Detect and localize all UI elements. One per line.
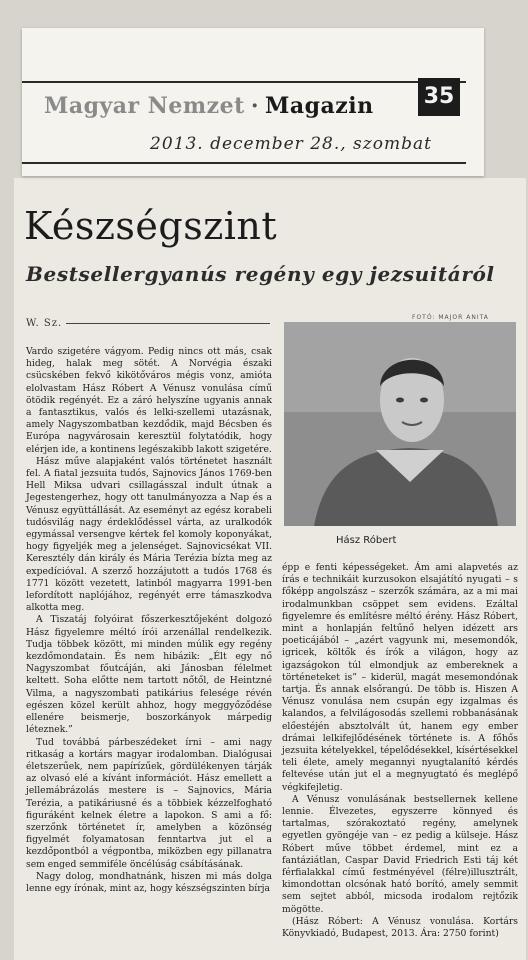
photo-credit: FOTÓ: MAJOR ANITA — [412, 314, 489, 321]
section-name: Magazin — [265, 93, 374, 119]
paragraph: Hász műve alapjaként valós történetet használt fel. A fiatal jezsuita tudós, Sajnovics János 1769-ben Hell Miksa udvari csillagásszal indult útnak a Jegestengerhez, hogy ott tanulmányozza a Nap és a Vénusz együttállását. Az eseményt az egész korabeli tudósvilág nagy érdeklődéssel várta, az uralkodók egymással versengve kértek fel komoly koponyákat, hogy figyeljék meg a jelenséget. Sajnovicsékat VII. Keresztély dán király és Mária Terézia bízta meg az expedícióval. A szerző hozzájutott a tudós 1768 és 1771 között vezetett, latinból magyarra 1991-ben lefordított naplójához, regényét erre támaszkodva alkotta meg. — [26, 455, 272, 614]
paragraph: Nagy dolog, mondhatnánk, hiszen mi más dolga lenne egy írónak, mint az, hogy készségszinten bírja — [26, 870, 272, 894]
article-subtitle: Bestsellergyanús regény egy jezsuitáról — [26, 262, 495, 286]
masthead-separator: · — [250, 93, 259, 119]
author-photo — [284, 322, 516, 526]
masthead — [44, 93, 374, 119]
page-number: 35 — [418, 78, 460, 116]
author-portrait-icon — [284, 322, 516, 526]
publication-name: Magyar Nemzet — [44, 93, 245, 119]
masthead-top-rule — [22, 81, 466, 83]
photo-caption: Hász Róbert — [336, 535, 397, 546]
masthead-bottom-rule — [22, 162, 466, 164]
byline: W. Sz. — [26, 318, 66, 329]
article-column-2 — [282, 562, 518, 940]
paragraph: épp e fenti képességeket. Ám ami alapvetés az írás e technikáit kurzusokon elsajátító nyugati – s főképp angolszász – szerzők számára, az a mi mai irodalmunkban csöppet sem evidens. Ezáltal figyelemre és említésre méltó érény. Hász Róbert, mint a honlapján feltűnő helyen idézett ars poeticájából – „azért vagyunk mi, mesemondók, igricek, költők és írók a világon, hogy az igazságokon túl elmondjuk az embereknek a történeteket is” – kiderül, magát mesemondónak tartja. És annak elsőrangú. De több is. Hiszen A Vénusz vonulása nem csupán egy izgalmas és kalandos, a felvilágosodás szellemi robbanásának előestéjén absztolvált út, hanem egy ember drámai lelkifejlődésének története is. A főhős jezsuita kételyekkel, tépelődésekkel, kísértésekkel teli élete, amely megannyi nyugtalanító kérdés feltevése után jut el a megnyugtató és meglépő végkifejletig. — [282, 562, 518, 793]
issue-date: 2013. december 28., szombat — [150, 134, 432, 154]
article-column-1 — [26, 346, 272, 895]
paragraph: Vardo szigetére vágyom. Pedig nincs ott más, csak hideg, halak meg sötét. A Norvégia északi csücskében fekvő kikötőváros mégis vonz, amióta elolvastam Hász Róbert A Vénusz vonulása című ötödik regényét. Ez a záró helyszíne ugyanis annak a fantasztikus, valós és lelki-szellemi utazásnak, amely Nagyszombatban kezdődik, majd Bécsben és Európa nagyvárosain keresztül folytatódik, hogy elérjen ide, a kontinens legészakibb lakott szigetére. — [26, 346, 272, 455]
paragraph: (Hász Róbert: A Vénusz vonulása. Kortárs Könyvkiadó, Budapest, 2013. Ára: 2750 forint) — [282, 915, 518, 940]
paragraph: Tud továbbá párbeszédeket írni – ami nagy ritkaság a kortárs magyar irodalomban. Dialógusai életszerűek, nem papírízűek, gördülékenyen tárják az olvasó elé a kívánt információt. Hász emellett a jellemábrázolás mestere is – Sajnovics, Mária Terézia, a patikáriusné és a többiek kézzelfogható figuráként kelnek életre a lapokon. S ami a fő: szerzőnk történetet ír, amelyben a közönség figyelmét folyamatosan fenntartva jut el a kezdőpontból a végpontba, miközben egy pillanatra sem enged semmiféle öncélúság csábításának. — [26, 736, 272, 870]
article-title: Készségszint — [24, 204, 278, 248]
paragraph: A Tiszatáj folyóirat főszerkesztőjeként dolgozó Hász figyelemre méltó írói arzenállal rendelkezik. Tudja többek között, mi minden múlik egy regény kezdőmondatain. És nem hibázik: „Élt egy nő Nagyszombat főutcáján, aki Jánosban félelmet keltett. Soha előtte nem tartott nőtől, de Heintzné Vilma, a nagyszombati patikárius felesége révén egészen közel került ahhoz, hogy meggyőződése ellenére beismerje, boszorkányok márpedig léteznek.” — [26, 614, 272, 736]
paragraph: A Vénusz vonulásának bestsellernek kellene lennie. Élvezetes, egyszerre könnyed és tartalmas, szórakoztató regény, amelynek egyetlen gyöngéje van – ez pedig a külseje. Hász Róbert műve többet érdemel, mint ez a fantáziátlan, Caspar David Friedrich Esti táj két férfialakkal című festményével (félre)illusztrált, kimondottan olcsónak ható borító, amely semmit sem sejtet abból, micsoda irodalom rejtőzik mögötte. — [282, 793, 518, 915]
